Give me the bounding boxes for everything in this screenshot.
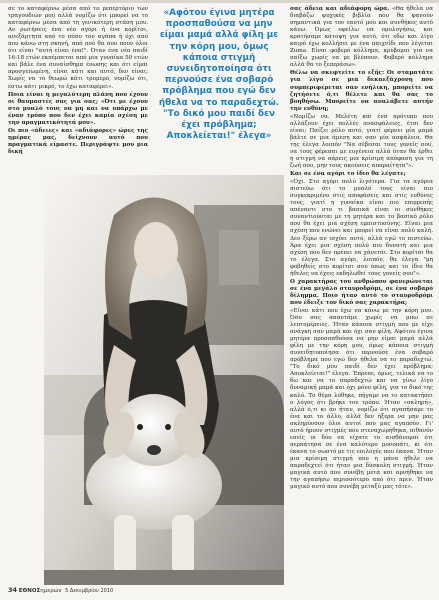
interview-question: Θέλω να σκεφτείτε το εξής: Οι σταματάτε για λίγο σε μια δεκαεξάχρονη που συμπεριφέρεται σαν ενήλικη, μπορείτε να ζητήσετε ό,τι θέλετε και θα σας το βοηθήσω. Μπορείτε να αναλάβετε αυτήν την ευθύνη; — [290, 70, 433, 112]
issue-date: 5 Δεκεμβρίου 2010 — [65, 588, 114, 594]
left-text-column — [8, 6, 148, 157]
woman-with-dog-illustration — [44, 175, 284, 585]
pull-quote: «Αφότου έγινα μητέρα προσπαθούσα να μην είμαι μαμά αλλά φίλη με την κόρη μου, όμως κάποια στιγμή συνειδητοποίησα ότι περνούσε ένα σοβαρό πρόβλημα που εγώ δεν ήθελα να το παραδεχτώ. "Το δικό μου παιδί δεν έχει πρόβλημα; Αποκλείεται!" έλεγα» — [158, 8, 280, 142]
page-top-edge — [0, 0, 439, 3]
magazine-name: ΕΘΝΟΣ — [18, 588, 41, 594]
page-footer — [8, 586, 113, 594]
body-paragraph: «Θα ήθελα να διαβάζω ψυχικές βιβλία που θα φανούν σημαντικά για τον εαυτό μου και συνθήκες αυτό κάνω. Όμως οφείλω να ομολογήσω, και κρατήσαμε κάτοψη για αυτό, ότι εδώ και λίγο καιρό έχω κολλήσει με ένα παιχνίδι που λέγεται Zuma. Είναι φοβερό κόλλημα, κρύβομαι για να παίξω χωρίς να με βλέπουν. Φοβερό κόλλημα αλλά θα το ξεπεράσω». — [290, 6, 433, 69]
interview-question: Οι πιο «άδειες» και «αδιάφορες» ώρες της ημέρας μας, δείχνουν αυτό που πραγματικά είμαστε. Περιγράψτε μου μια δική — [8, 127, 148, 155]
interview-question: Και σε ένα αγόρι το ίδιο θα λέγατε; — [290, 171, 406, 178]
portrait-photo — [44, 175, 284, 585]
right-text-column — [290, 6, 433, 492]
body-paragraph: «Είναι κάτι που έχω να κάνω με την κόρη μου. Όσο σας απαντάμε χωρίς να μπω σε λεπτομέρειες. Ήταν κάποια στιγμή που με είχε ανάγκη σαν μαμά και όχι σαν φίλη. Αφότου έγινα μητέρα προσπαθούσα να μην είμαι μαμά αλλά φίλη με την κόρη μου, όμως κάποια στιγμή συνειδητοποίησα ότι περνούσε ένα σοβαρό πρόβλημα που εγώ δεν ήθελα να το παραδεχτώ. "Το δικό μου παιδί δεν έχει πρόβλημα; Αποκλείεται!" έλεγα. Έπρεπε, όμως, τελικά να το δω και να το παραδεχτώ και να γίνω λίγο δυναμική μαμά και όχι μόνο φίλη, για το δικό της καλό. Το θέμα λύθηκε, πήγαμε να το κατακτήσει ο λόγος ότι βρήκε τον τρόπο. Ήταν «σκληρή», αλλά ό,τι κι αν ήταν, νομίζω ότι αγαπήσαμε το ένα και το άλλο, αλλά δεν ήξερα να μην μας σκληρύνουν όλοι αυτοί που μας αγαπούν. Γι' αυτό ήμουν στιγμές που στεναχωρήθηκα, πιθανόν εσείς οι δύο να είχατε το αισθάνομαι ότι περπάτησα σε ένα καλύτερο μονοπάτι, κι ότι έκανα το σωστό με τις επιλογές που έκανα. Ήταν μια κρίσιμη στιγμή που η μάνα ήθελε να παραδεχτεί ότι ήταν μια δύσκολη στιγμή. Ήταν μαγικά αυτό που συνέβη μετά και αρνήθηκε να την αγαπήσω περισσότερο από ότι πριν. Ήταν μαγικό αυτό που συνέβη μεταξύ μας τότε». — [290, 307, 433, 491]
body-paragraph: «Όχι. Στο αγόρι πολύ λιγότερα. Για τα αγόρια πιστεύω ότι το μυαλό τους είναι πιο συγκεκριμένο στις αποφάσεις και στις ευθύνες τους, γιατί η γυναίκα είναι πιο επιρρεπής απέναντι στο τι βασικά είναι οι συνθήκες συναντιούνται με τη μητέρα και το βασικό ρόλο που θα έχει μια σχέση εμπιστοσύνης. Είναι μια σχέση που ενώνει και μπορεί να είναι πολύ καλή. Δεν ξέρω αν ισχύει αυτό, αλλά εγώ το πιστεύω. Άρα έχει μια σχέση πολύ πιο δυνατή και μια σχέση που δεν πρέπει να χάνεται. Στο κορίτσι θα το έλεγα. Στο αγόρι, λοιπόν, θα έλεγα "μη φοβηθείς στο κορίτσι σου όπως και το ίδιο θα ήθελες να έχεις εκδηλωθεί τους γονείς σου"». — [290, 179, 433, 277]
body-paragraph: σε το καταφέρνω μέσα από το ρεπερτόριο των τραγουδιών μου αλλά νομίζω ότι μπορεί να το καταφέρνω μέσα από τη γενικότερη στάση μου. Αν ρωτήσεις ένα νέο αγόρι ή ένα κορίτσι, ανεξάρτητα από το πόσο τον αγάπα ή όχι από που κάνω στη σκηνή, από πού θα σου πουν όλοι ότι είναι "αυτή είναι ένα!". Όταν ένα νέο παιδί 16-18 ετών εκπέμπεται από μια γυναίκα 50 ετών και βάλε ένα συναίσθημα ένωσης και ότι είμαι προσγειωμένη, είναι κάτι και αυτό, δεν είναι; Χωρίς να το θεωρώ κάτι τρομερό, νομίζω ότι, έστω κάτι μικρό, το έχω καταφέρει». — [8, 6, 148, 90]
body-paragraph: «Νομίζω να. Μελέτη και ένα πρότυπο που αλλάζουν έχει πολλές ανασφάλειες, έτσι δεν είναι; Παίζει ρόλο αυτό, γιατί φέρνει μία μαμά βάλτε σε μια άμεση και σαν μία ασφάλεια. Θα της έλεγα λοιπόν "Να σέβεσαι τους γονείς σου, να τους φέρεσαι με ευγένεια αλλά όταν θα έρθει η στιγμή να πάρεις μια κρίσιμη απόφαση για τη ζωή σου, μην τους ακούσεις απαραίτητα"». — [290, 113, 433, 170]
supplement-name: ημερών — [40, 588, 62, 594]
interview-question: Ο χαρακτήρας του ανθρώπου φανερώνεται σε ένα μεγάλο σταυροδρόμι, σε ένα σοβαρό δίλημμα. Ποιο ήταν αυτό το σταυροδρόμι που έδειξε τον δικό σας χαρακτήρα; — [290, 278, 433, 306]
interview-question: Ποια είναι η μεγαλύτερη πλάνη που έχουν οι θαυμαστές σας για σας; «Ότι με έχουν στο μυαλό τους να μη και να υπάρχω με έναν τρόπο που δεν έχει καμία σχέση με την πραγματικότητά μου». — [8, 91, 148, 126]
question-tail: σας άδεια και αδιάφορη ώρα. — [290, 6, 390, 12]
page-number: 34 — [8, 586, 18, 594]
